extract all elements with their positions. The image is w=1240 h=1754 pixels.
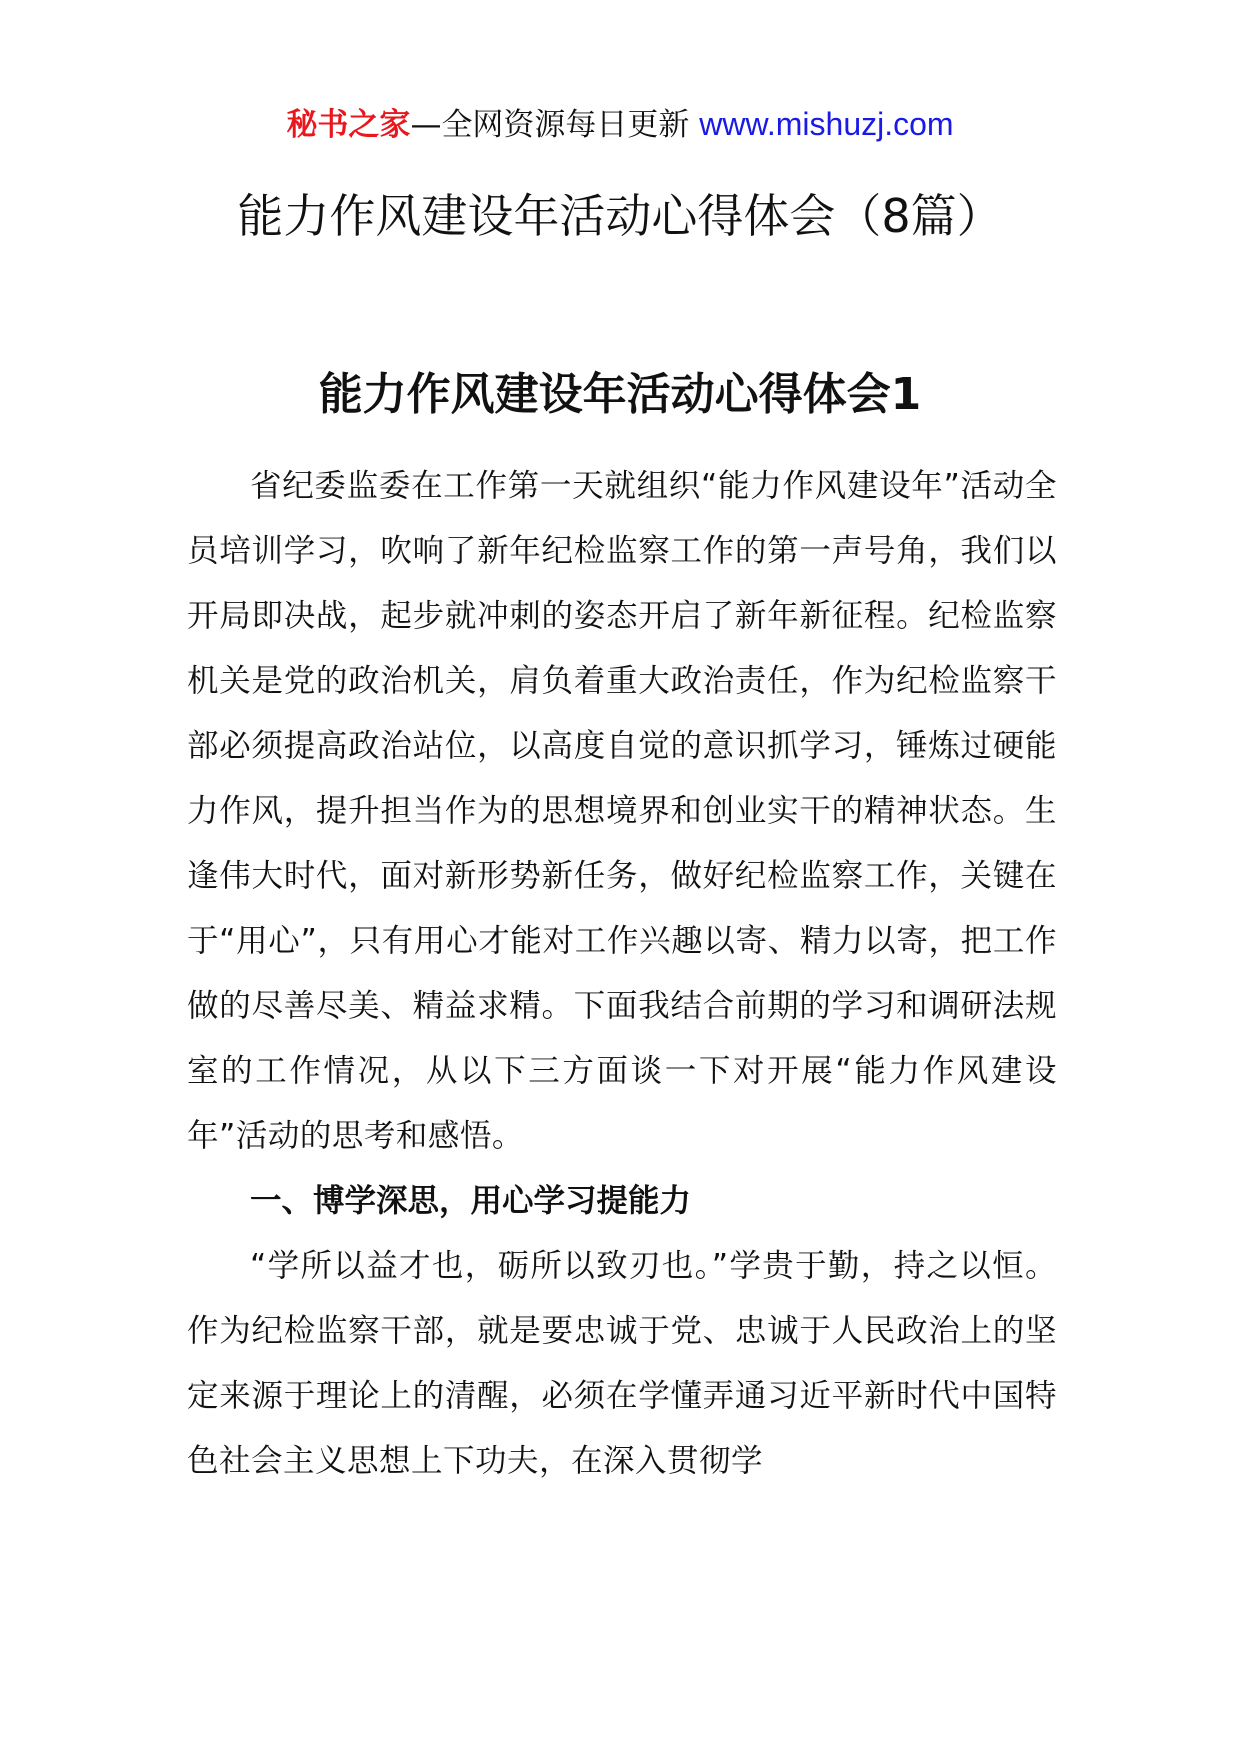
document-title: 能力作风建设年活动心得体会（8篇） [237,189,1003,243]
document-body [187,454,1057,1494]
site-url-link[interactable]: www.mishuzj.com [699,106,954,142]
subheading-1: 一、博学深思，用心学习提能力 [250,1183,692,1219]
section-title: 能力作风建设年活动心得体会1 [318,369,922,420]
site-header [0,102,1240,147]
header-tagline: —全网资源每日更新 [410,107,700,143]
brand-name: 秘书之家 [286,107,411,143]
paragraph-1: 省纪委监委在工作第一天就组织“能力作风建设年”活动全员培训学习，吹响了新年纪检监察工作的第一声号角，我们以开局即决战，起步就冲刺的姿态开启了新年新征程。纪检监察机关是党的政治机关，肩负着重大政治责任，作为纪检监察干部必须提高政治站位，以高度自觉的意识抓学习，锤炼过硬能力作风，提升担当作为的思想境界和创业实干的精神状态。生逢伟大时代，面对新形势新任务，做好纪检监察工作，关键在于“用心”，只有用心才能对工作兴趣以寄、精力以寄，把工作做的尽善尽美、精益求精。下面我结合前期的学习和调研法规室的工作情况，从以下三方面谈一下对开展“能力作风建设年”活动的思考和感悟。 [187,468,1057,1154]
paragraph-2: “学所以益才也，砺所以致刃也。”学贵于勤，持之以恒。作为纪检监察干部，就是要忠诚于党、忠诚于人民政治上的坚定来源于理论上的清醒，必须在学懂弄通习近平新时代中国特色社会主义思想上下功夫，在深入贯彻学 [187,1248,1057,1479]
